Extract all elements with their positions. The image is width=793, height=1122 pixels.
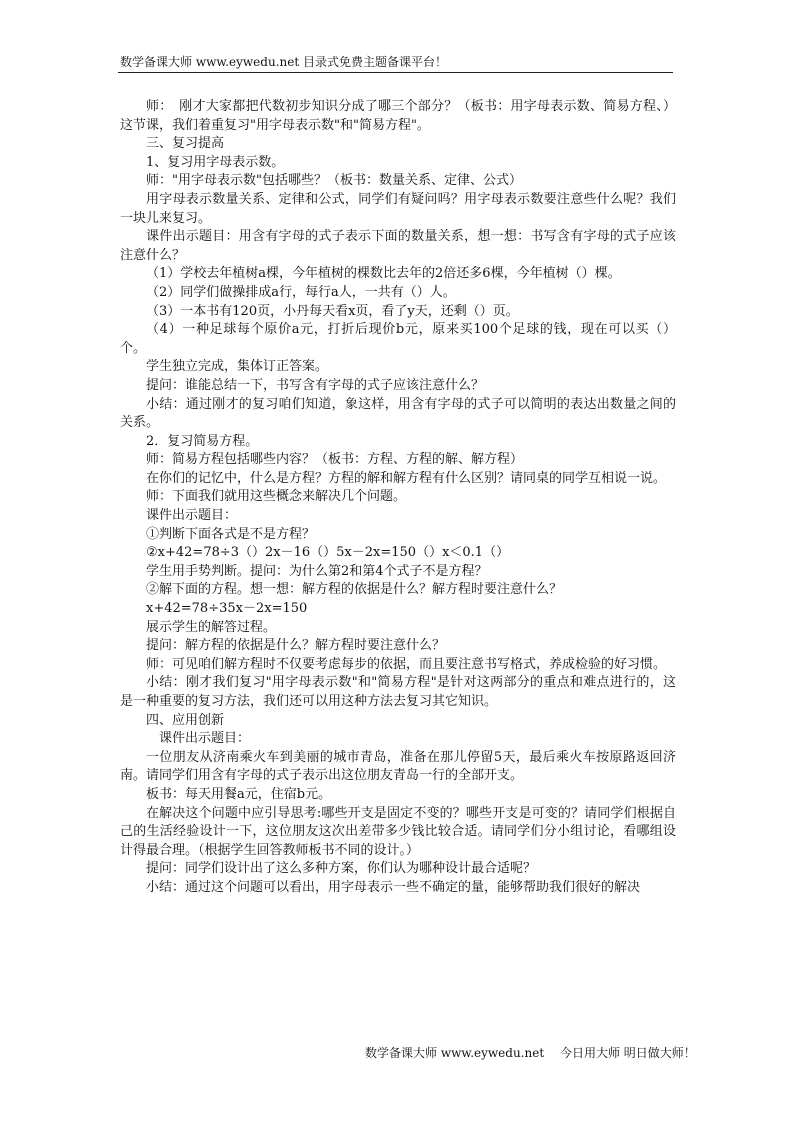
exercise-item: （1）学校去年植树a棵，今年植树的棵数比去年的2倍还多6棵，今年植树（）棵。 — [146, 266, 621, 282]
section-heading: 四、应用创新 — [146, 712, 225, 728]
paragraph: 小结：通过这个问题可以看出，用字母表示一些不确定的量，能够帮助我们很好的解决 — [146, 879, 641, 895]
page-header: 数学备课大师 www.eywedu.net 目录式免费主题备课平台！ — [120, 55, 447, 69]
paragraph: 提问：同学们设计出了这么多种方案，你们认为哪种设计最合适呢？ — [146, 861, 537, 877]
paragraph: 师："用字母表示数"包括哪些？（板书：数量关系、定律、公式） — [146, 173, 522, 189]
paragraph: 用字母表示数量关系、定律和公式，同学们有疑问吗？用字母表示数要注意些什么呢？我们一块儿来复习。 — [120, 191, 676, 226]
paragraph: 在你们的记忆中，什么是方程？方程的解和解方程有什么区别？请同桌的同学互相说一说。 — [146, 470, 667, 486]
paragraph: 课件出示题目： — [146, 508, 238, 524]
subsection-heading: 2．复习简易方程。 — [146, 433, 259, 449]
paragraph: 师：可见咱们解方程时不仅要考虑每步的依据，而且要注意书写格式，养成检验的好习惯。 — [146, 656, 667, 672]
exercise-item: （4）一种足球每个原价a元，打折后现价b元，原来买100个足球的钱，现在可以买（）个。 — [120, 322, 676, 356]
exercise-item: ②解下面的方程。想一想：解方程的依据是什么？解方程时要注意什么？ — [146, 582, 563, 598]
paragraph: 学生独立完成，集体订正答案。 — [146, 359, 329, 375]
exercise-item: ①判断下面各式是不是方程？ — [146, 526, 316, 542]
exercise-item: ②x+42=78÷3（）2x－16（）5x－2x=150（）x＜0.1（） — [146, 545, 510, 561]
paragraph: 在解决这个问题中应引导思考:哪些开支是固定不变的？哪些开支是可变的？请同学们根据自己的生活经验设计一下，这位朋友这次出差带多少钱比较合适。请同学们分小组讨论，看哪组设计得最合理。（根据学生回答教师板书不同的设计。） — [120, 805, 676, 858]
exercise-item: x+42=78÷35x－2x=150 — [146, 601, 308, 617]
paragraph: 小结：刚才我们复习"用字母表示数"和"简易方程"是针对这两部分的重点和难点进行的，这是一种重要的复习方法，我们还可以用这种方法去复习其它知识。 — [120, 675, 676, 709]
paragraph: 板书：每天用餐a元，住宿b元。 — [146, 786, 332, 802]
paragraph: 提问：谁能总结一下，书写含有字母的式子应该注意什么？ — [146, 377, 485, 393]
section-heading: 三、复习提高 — [146, 136, 225, 152]
document-body — [120, 98, 676, 898]
page-footer: 数学备课大师 www.eywedu.net 今日用大师 明日做大师！ — [365, 1046, 696, 1060]
paragraph: 展示学生的解答过程。 — [146, 619, 277, 635]
exercise-item: （2）同学们做操排成a行，每行a人，一共有（）人。 — [146, 284, 456, 300]
paragraph: 小结：通过刚才的复习咱们知道，象这样，用含有字母的式子可以简明的表达出数量之间的关系。 — [120, 396, 676, 431]
header-divider — [118, 72, 673, 73]
subsection-heading: 1、复习用字母表示数。 — [146, 154, 285, 170]
paragraph: 课件出示题目：用含有字母的式子表示下面的数量关系，想一想：书写含有字母的式子应该注意什么？ — [120, 229, 676, 263]
paragraph: 师： 刚才大家都把代数初步知识分成了哪三个部分？（板书：用字母表示数、简易方程、）这节课，我们着重复习"用字母表示数"和"简易方程"。 — [120, 99, 676, 133]
paragraph: 师：下面我们就用这些概念来解决几个问题。 — [146, 489, 407, 505]
exercise-item: （3）一本书有120页，小丹每天看x页，看了y天，还剩（）页。 — [146, 303, 519, 319]
paragraph: 提问：解方程的依据是什么？解方程时要注意什么？ — [146, 638, 446, 654]
paragraph: 课件出示题目： — [159, 731, 251, 747]
paragraph: 学生用手势判断。提问：为什么第2和第4个式子不是方程？ — [146, 563, 488, 579]
paragraph: 师：简易方程包括哪些内容？（板书：方程、方程的解、解方程） — [146, 452, 524, 468]
paragraph: 一位朋友从济南乘火车到美丽的城市青岛，准备在那儿停留5天，最后乘火车按原路返回济南。请同学们用含有字母的式子表示出这位朋友青岛一行的全部开支。 — [120, 749, 676, 784]
